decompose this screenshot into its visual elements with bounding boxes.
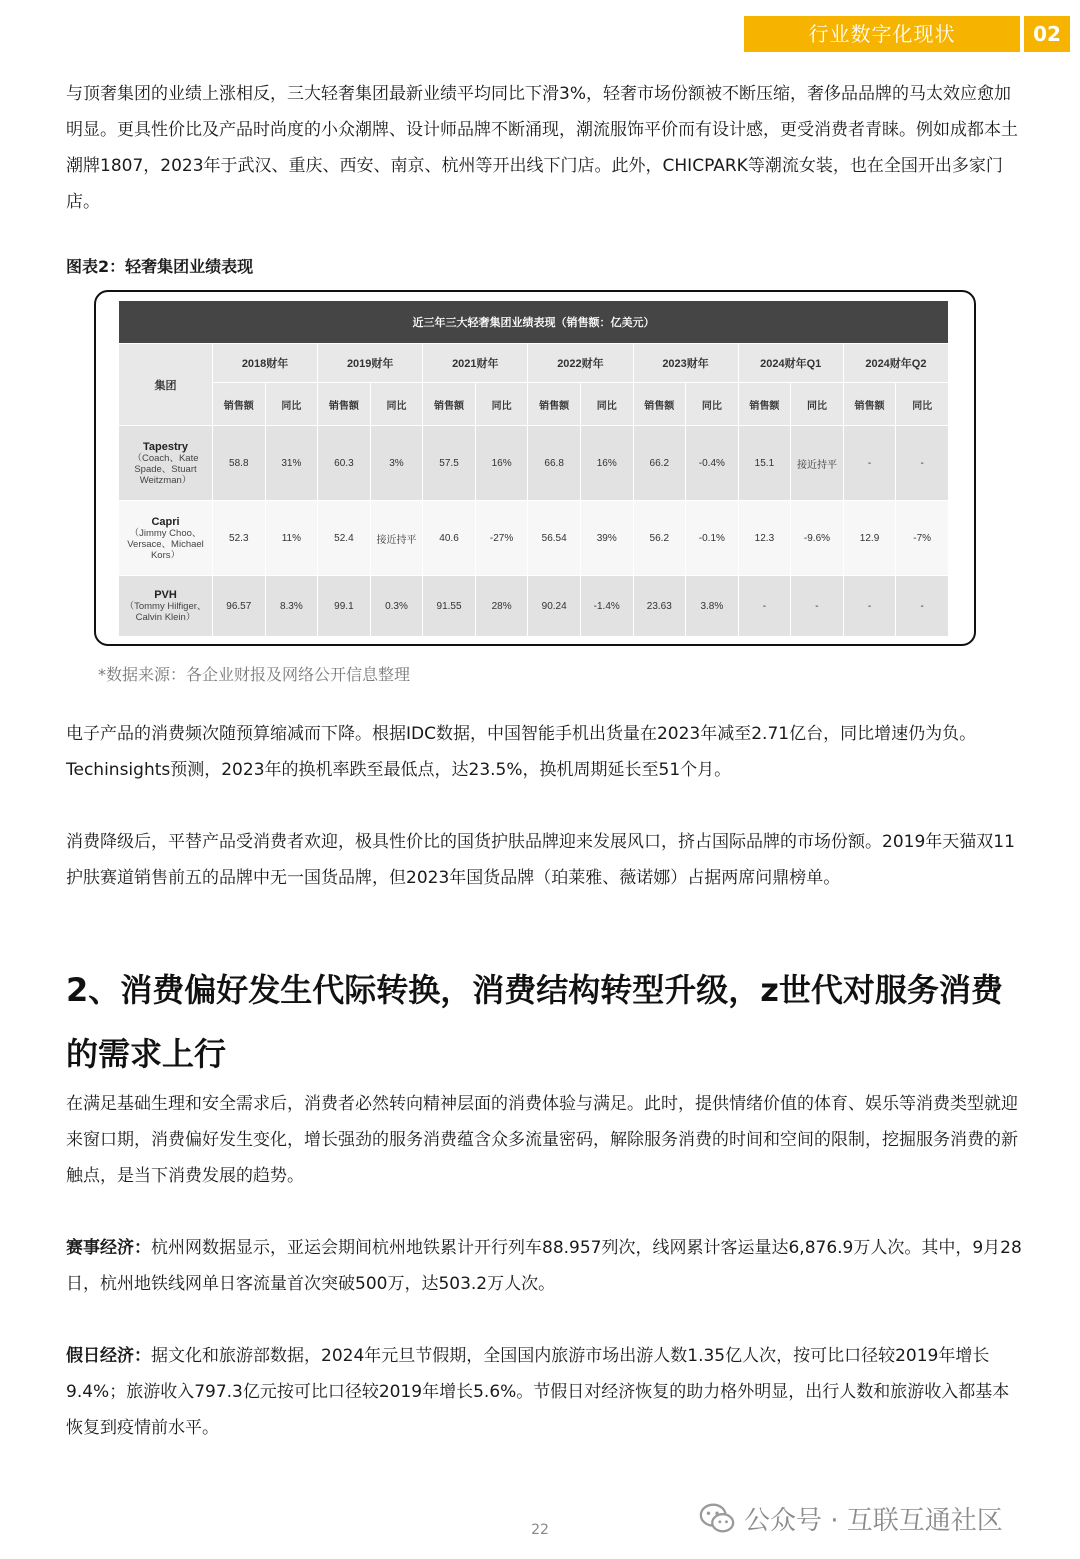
event-economy-label: 赛事经济： <box>66 1238 151 1258</box>
yoy-cell: 3.8% <box>686 576 739 637</box>
yoy-cell: -1.4% <box>580 576 633 637</box>
table-row <box>119 501 949 576</box>
sales-cell: 12.9 <box>843 501 896 576</box>
group-name: Capri <box>151 515 180 528</box>
sales-cell: 60.3 <box>318 426 371 501</box>
table-title: 近三年三大轻奢集团业绩表现（销售额：亿美元） <box>119 301 949 344</box>
paragraph-electronics: 电子产品的消费频次随预算缩减而下降。根据IDC数据，中国智能手机出货量在2023年减至2.71亿台，同比增速仍为负。Techinsights预测，2023年的换机率跌至最低点，达23.5%，换机周期延长至51个月。 <box>66 724 977 780</box>
period-header: 2022财年 <box>528 344 633 383</box>
yoy-cell: - <box>791 576 844 637</box>
sales-cell: 56.2 <box>633 501 686 576</box>
group-name: PVH <box>154 589 177 601</box>
yoy-cell: 接近持平 <box>791 426 844 501</box>
sales-subheader: 销售额 <box>738 383 791 426</box>
group-brands: （Coach、Kate Spade、Stuart Weitzman） <box>132 452 199 486</box>
sales-cell: - <box>843 426 896 501</box>
performance-table <box>118 300 949 637</box>
yoy-cell: 16% <box>475 426 528 501</box>
holiday-economy-text: 据文化和旅游部数据，2024年元旦节假期，全国国内旅游市场出游人数1.35亿人次，按可比口径较2019年增长9.4%；旅游收入797.3亿元按可比口径较2019年增长5.6%。节假日对经济恢复的助力格外明显，出行人数和旅游收入都基本恢复到疫情前水平。 <box>66 1346 1010 1438</box>
paragraph-event-economy <box>66 1230 1022 1302</box>
yoy-cell: - <box>896 426 949 501</box>
yoy-cell: 3% <box>370 426 423 501</box>
yoy-subheader: 同比 <box>580 383 633 426</box>
sales-cell: - <box>738 576 791 637</box>
page-number: 22 <box>531 1522 549 1538</box>
yoy-subheader: 同比 <box>265 383 318 426</box>
sales-cell: 23.63 <box>633 576 686 637</box>
sales-cell: 66.8 <box>528 426 581 501</box>
sales-cell: 99.1 <box>318 576 371 637</box>
sales-cell: 96.57 <box>213 576 266 637</box>
yoy-cell: 39% <box>580 501 633 576</box>
sales-subheader: 销售额 <box>423 383 476 426</box>
paragraph-light-luxury: 与顶奢集团的业绩上涨相反，三大轻奢集团最新业绩平均同比下滑3%，轻奢市场份额被不断压缩，奢侈品品牌的马太效应愈加明显。更具性价比及产品时尚度的小众潮牌、设计师品牌不断涌现，潮流服饰平价而有设计感，更受消费者青睐。例如成都本土潮牌1807，2023年于武汉、重庆、西安、南京、杭州等开出线下门店。此外，CHICPARK等潮流女装，也在全国开出多家门店。 <box>66 84 1018 212</box>
yoy-cell: -27% <box>475 501 528 576</box>
sales-subheader: 销售额 <box>213 383 266 426</box>
sales-cell: 66.2 <box>633 426 686 501</box>
yoy-subheader: 同比 <box>475 383 528 426</box>
period-header: 2024财年Q2 <box>843 344 948 383</box>
yoy-subheader: 同比 <box>791 383 844 426</box>
group-cell <box>119 576 213 637</box>
yoy-cell: 31% <box>265 426 318 501</box>
group-cell <box>119 501 213 576</box>
figure-caption: 图表2：轻奢集团业绩表现 <box>66 257 254 276</box>
sales-subheader: 销售额 <box>528 383 581 426</box>
section-2-title: 2、消费偏好发生代际转换，消费结构转型升级，z世代对服务消费的需求上行 <box>66 971 1003 1073</box>
sales-subheader: 销售额 <box>318 383 371 426</box>
period-header: 2021财年 <box>423 344 528 383</box>
group-name: Tapestry <box>142 440 189 453</box>
watermark-text: 公众号 · 互联互通社区 <box>744 1505 1003 1536</box>
paragraph-holiday-economy <box>66 1338 1022 1446</box>
table-row <box>119 426 949 501</box>
period-header: 2018财年 <box>213 344 318 383</box>
sales-cell: 90.24 <box>528 576 581 637</box>
yoy-subheader: 同比 <box>686 383 739 426</box>
paragraph-service-consumption: 在满足基础生理和安全需求后，消费者必然转向精神层面的消费体验与满足。此时，提供情绪价值的体育、娱乐等消费类型就迎来窗口期，消费偏好发生变化，增长强劲的服务消费蕴含众多流量密码，解除服务消费的时间和空间的限制，挖掘服务消费的新触点，是当下消费发展的趋势。 <box>66 1094 1018 1186</box>
holiday-economy-label: 假日经济： <box>66 1346 151 1366</box>
paragraph-domestic-skincare: 消费降级后，平替产品受消费者欢迎，极具性价比的国货护肤品牌迎来发展风口，挤占国际品牌的市场份额。2019年天猫双11护肤赛道销售前五的品牌中无一国货品牌，但2023年国货品牌（珀莱雅、薇诺娜）占据两席问鼎榜单。 <box>66 832 1015 888</box>
yoy-cell: 28% <box>475 576 528 637</box>
sales-cell: 12.3 <box>738 501 791 576</box>
group-brands: （Jimmy Choo、Versace、Michael Kors） <box>127 527 204 561</box>
yoy-subheader: 同比 <box>370 383 423 426</box>
yoy-cell: 0.3% <box>370 576 423 637</box>
yoy-subheader: 同比 <box>896 383 949 426</box>
sales-cell: 58.8 <box>213 426 266 501</box>
event-economy-text: 杭州网数据显示，亚运会期间杭州地铁累计开行列车88.957列次，线网累计客运量达6,876.9万人次。其中，9月28日，杭州地铁线网单日客流量首次突破500万，达503.2万人次。 <box>66 1238 1022 1294</box>
group-cell <box>119 426 213 501</box>
yoy-cell: -7% <box>896 501 949 576</box>
yoy-cell: -0.4% <box>686 426 739 501</box>
yoy-cell: -9.6% <box>791 501 844 576</box>
sales-cell: 52.3 <box>213 501 266 576</box>
period-header: 2019财年 <box>318 344 423 383</box>
sales-cell: - <box>843 576 896 637</box>
section-label: 行业数字化现状 <box>808 22 956 46</box>
section-label-band <box>744 16 1020 52</box>
yoy-cell: 接近持平 <box>370 501 423 576</box>
yoy-cell: 11% <box>265 501 318 576</box>
sales-cell: 56.54 <box>528 501 581 576</box>
sales-cell: 52.4 <box>318 501 371 576</box>
group-column-header: 集团 <box>119 344 213 426</box>
data-source-note: *数据来源：各企业财报及网络公开信息整理 <box>98 665 411 684</box>
sales-subheader: 销售额 <box>633 383 686 426</box>
sales-cell: 40.6 <box>423 501 476 576</box>
yoy-cell: -0.1% <box>686 501 739 576</box>
section-number: 02 <box>1033 22 1061 46</box>
period-header: 2024财年Q1 <box>738 344 843 383</box>
yoy-cell: 16% <box>580 426 633 501</box>
yoy-cell: 8.3% <box>265 576 318 637</box>
yoy-cell: - <box>896 576 949 637</box>
table-row <box>119 576 949 637</box>
group-brands: （Tommy Hilfiger、Calvin Klein） <box>124 601 207 623</box>
sales-cell: 57.5 <box>423 426 476 501</box>
period-header: 2023财年 <box>633 344 738 383</box>
sales-cell: 91.55 <box>423 576 476 637</box>
sales-subheader: 销售额 <box>843 383 896 426</box>
section-number-badge <box>1024 16 1070 52</box>
sales-cell: 15.1 <box>738 426 791 501</box>
